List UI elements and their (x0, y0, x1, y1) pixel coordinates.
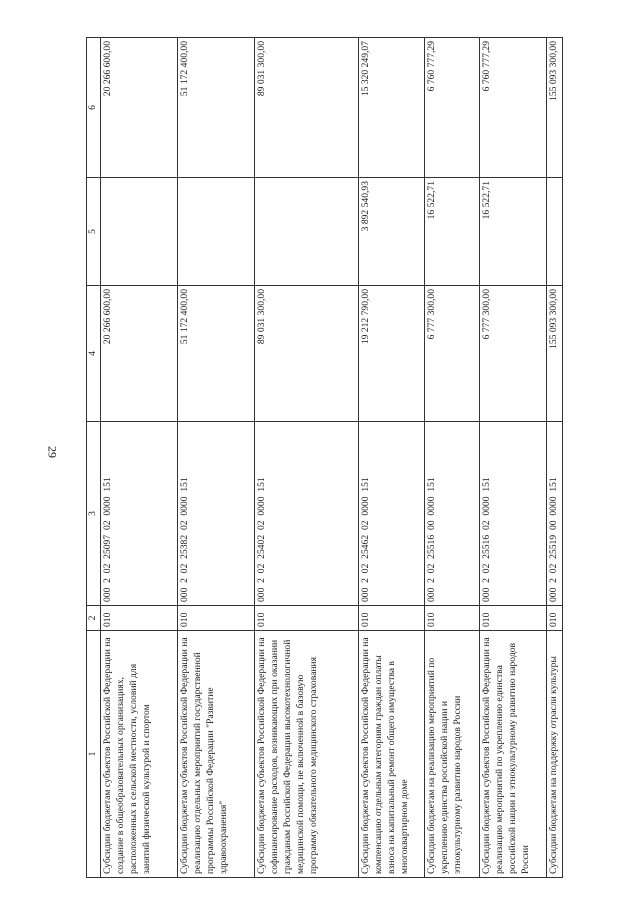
row-admin-code: 010 (546, 606, 562, 631)
table-row (424, 38, 479, 878)
row-col4-value: 89 031 300,00 (254, 286, 358, 422)
row-col4-value: 155 093 300,00 (546, 286, 562, 422)
row-name: Субсидии бюджетам субъектов Российской Федерации на компенсацию отдельным категориям граждан оплаты взноса на капитальный ремонт общего имущества в многоквартирном доме (358, 631, 424, 878)
budget-table (86, 37, 563, 878)
row-admin-code: 010 (100, 606, 177, 631)
row-budget-code: 000 2 02 25462 02 0000 151 (358, 422, 424, 606)
row-col6-value: 155 093 300,00 (546, 38, 562, 178)
row-col6-value: 6 760 777,29 (424, 38, 479, 178)
row-col4-value: 20 266 600,00 (100, 286, 177, 422)
row-budget-code: 000 2 02 25402 02 0000 151 (254, 422, 358, 606)
rotated-page-content (86, 38, 596, 878)
row-col5-value (100, 178, 177, 286)
row-col6-value: 89 031 300,00 (254, 38, 358, 178)
row-admin-code: 010 (254, 606, 358, 631)
row-admin-code: 010 (479, 606, 546, 631)
row-col5-value (546, 178, 562, 286)
row-col4-value: 51 172 400,00 (177, 286, 254, 422)
row-admin-code: 010 (424, 606, 479, 631)
row-name: Субсидии бюджетам на реализацию мероприятий по укреплению единства российской нации и этнокультурному развитию народов России (424, 631, 479, 878)
row-admin-code: 010 (358, 606, 424, 631)
row-col6-value: 51 172 400,00 (177, 38, 254, 178)
table-row (358, 38, 424, 878)
header-col-1: 1 (87, 631, 101, 878)
row-name: Субсидии бюджетам субъектов Российской Федерации на реализацию отдельных мероприятий государственной программы Российской Федерации "Развитие здравоохранения" (177, 631, 254, 878)
header-col-2: 2 (87, 606, 101, 631)
header-col-3: 3 (87, 422, 101, 606)
table-row (254, 38, 358, 878)
table-row (177, 38, 254, 878)
row-col5-value: 3 892 540,93 (358, 178, 424, 286)
row-col5-value (177, 178, 254, 286)
row-admin-code: 010 (177, 606, 254, 631)
row-col4-value: 19 212 790,00 (358, 286, 424, 422)
page-number: 29 (45, 446, 60, 458)
row-name: Субсидии бюджетам субъектов Российской Федерации на софинансирование расходов, возникающих при оказании гражданам Российской Федерации высокотехнологичной медицинской помощи, не включенной в базовую программу обязательного медицинского страхования (254, 631, 358, 878)
row-name: Субсидии бюджетам субъектов Российской Федерации на создание в общеобразовательных организациях, расположенных в сельской местности, условий для занятий физической культурой и спортом (100, 631, 177, 878)
row-col4-value: 6 777 300,00 (424, 286, 479, 422)
table-row (479, 38, 546, 878)
row-budget-code: 000 2 02 25516 00 0000 151 (424, 422, 479, 606)
header-col-5: 5 (87, 178, 101, 286)
row-col4-value: 6 777 300,00 (479, 286, 546, 422)
header-col-4: 4 (87, 286, 101, 422)
row-budget-code: 000 2 02 25519 00 0000 151 (546, 422, 562, 606)
header-col-6: 6 (87, 38, 101, 178)
row-name: Субсидии бюджетам на поддержку отрасли культуры (546, 631, 562, 878)
row-budget-code: 000 2 02 25382 02 0000 151 (177, 422, 254, 606)
row-col5-value: 16 522,71 (424, 178, 479, 286)
row-budget-code: 000 2 02 25516 02 0000 151 (479, 422, 546, 606)
row-col6-value: 20 266 600,00 (100, 38, 177, 178)
row-name: Субсидии бюджетам субъектов Российской Федерации на реализацию мероприятий по укреплению единства российской нации и этнокультурному развитию народов России (479, 631, 546, 878)
row-col6-value: 15 320 249,07 (358, 38, 424, 178)
row-col6-value: 6 760 777,29 (479, 38, 546, 178)
row-budget-code: 000 2 02 25097 02 0000 151 (100, 422, 177, 606)
table-row (546, 38, 562, 878)
row-col5-value: 16 522,71 (479, 178, 546, 286)
table-header-row (87, 38, 101, 878)
table-row (100, 38, 177, 878)
row-col5-value (254, 178, 358, 286)
